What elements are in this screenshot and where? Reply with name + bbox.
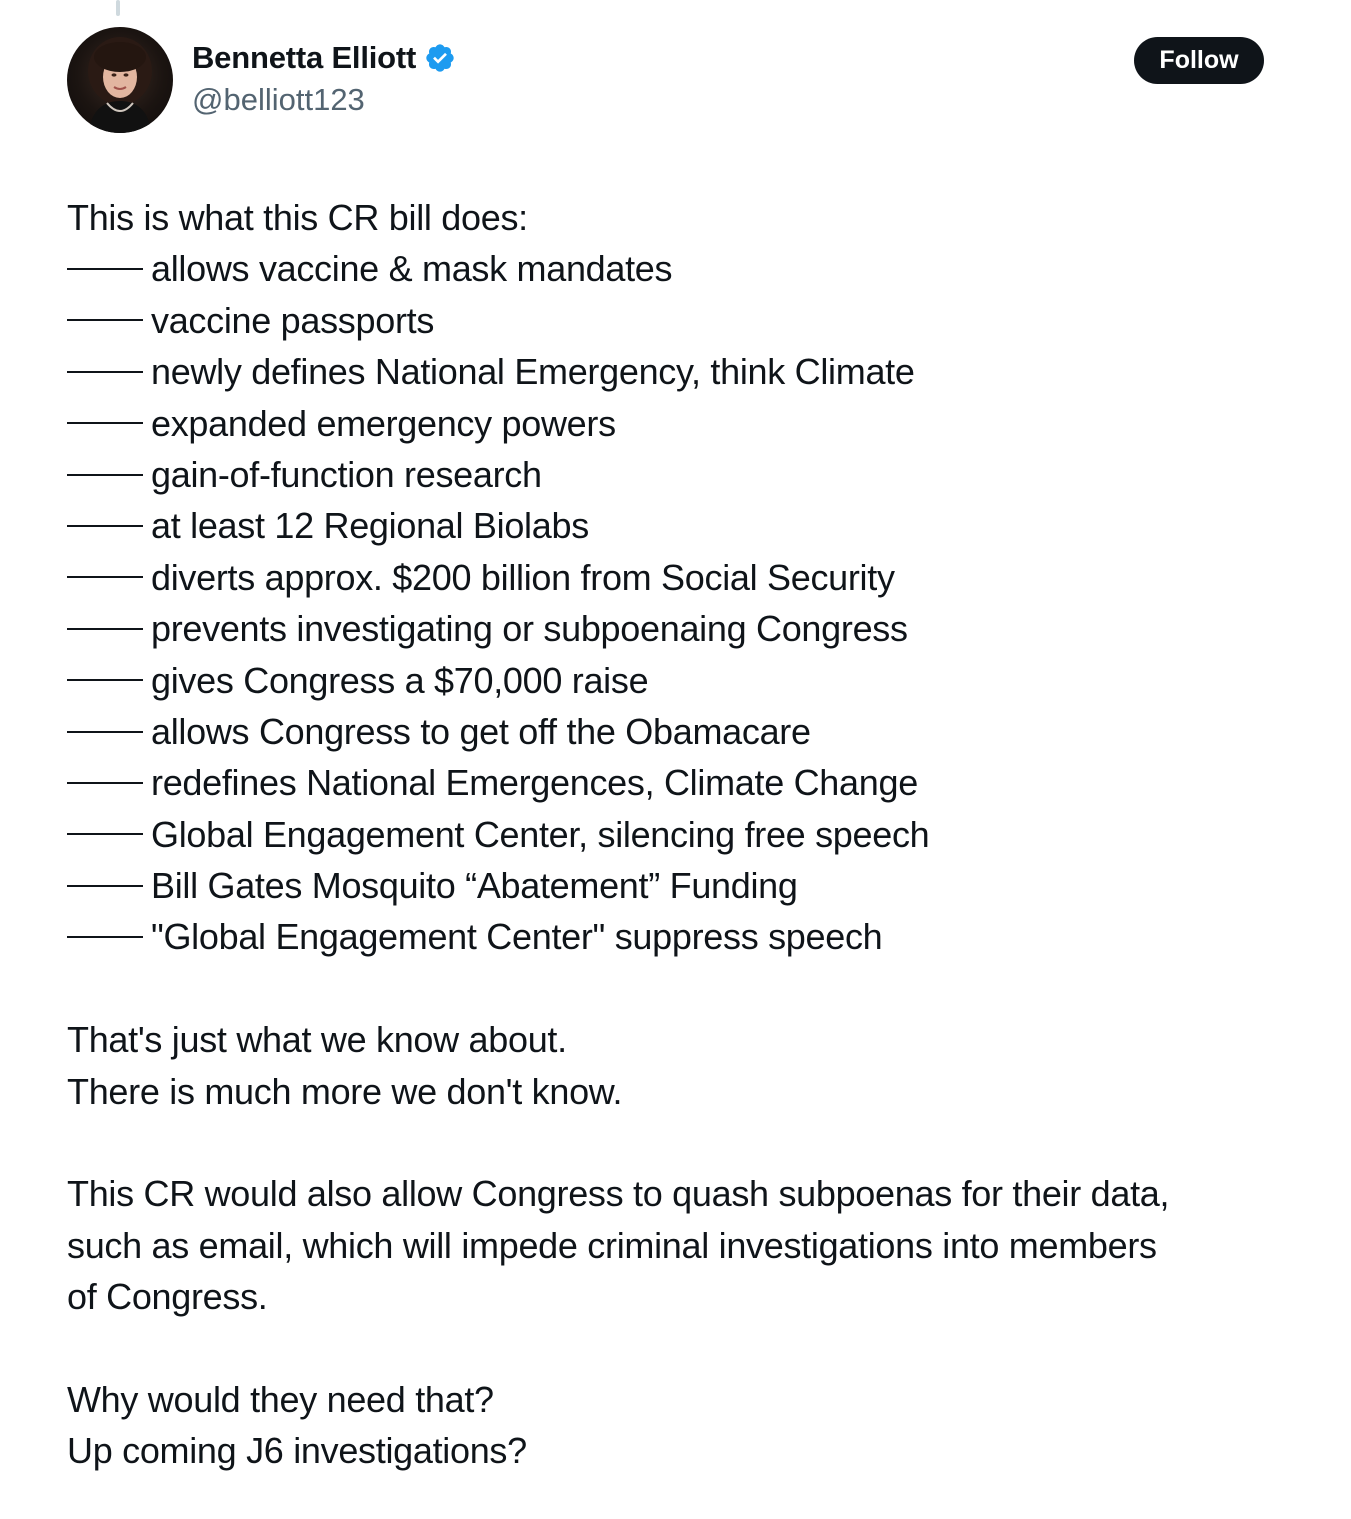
list-item-text: allows Congress to get off the Obamacare [151, 710, 811, 752]
list-item [67, 243, 1307, 294]
list-item-text: expanded emergency powers [151, 402, 616, 444]
paragraph-line: Why would they need that? [67, 1378, 494, 1420]
tweet-text [67, 192, 1307, 1477]
list-item-text: redefines National Emergences, Climate Change [151, 762, 918, 804]
list-item [67, 603, 1307, 654]
list-item-text: gives Congress a $70,000 raise [151, 659, 649, 701]
list-item [67, 398, 1307, 449]
paragraph-gap [67, 963, 1307, 1014]
dash-divider [67, 474, 143, 476]
list-item [67, 655, 1307, 706]
paragraph-gap [67, 1117, 1307, 1168]
dash-divider [67, 268, 143, 270]
tweet-intro: This is what this CR bill does: [67, 197, 528, 238]
dash-divider [67, 525, 143, 527]
list-item [67, 809, 1307, 860]
dash-divider [67, 371, 143, 373]
dash-divider [67, 319, 143, 321]
author-name-row [192, 40, 456, 76]
list-item-text: "Global Engagement Center" suppress speech [151, 916, 883, 958]
list-item-text: at least 12 Regional Biolabs [151, 505, 589, 547]
dash-divider [67, 576, 143, 578]
list-item [67, 449, 1307, 500]
verified-badge-icon[interactable] [424, 42, 456, 74]
dash-divider [67, 628, 143, 630]
list-item-text: prevents investigating or subpoenaing Congress [151, 608, 908, 650]
paragraph-line: Up coming J6 investigations? [67, 1430, 527, 1472]
paragraph-line: This CR would also allow Congress to quash subpoenas for their data, [67, 1173, 1170, 1215]
list-item-text: diverts approx. $200 billion from Social Security [151, 556, 895, 598]
dash-divider [67, 782, 143, 784]
paragraph-line: such as email, which will impede criminal investigations into members [67, 1224, 1157, 1266]
list-item [67, 911, 1307, 962]
paragraph-gap [67, 1323, 1307, 1374]
follow-button[interactable]: Follow [1134, 37, 1264, 84]
list-item [67, 500, 1307, 551]
dash-divider [67, 833, 143, 835]
dash-divider [67, 936, 143, 938]
author-handle[interactable]: @belliott123 [192, 82, 365, 117]
avatar[interactable] [67, 27, 173, 133]
paragraph-line: That's just what we know about. [67, 1019, 567, 1061]
thread-connector-line [116, 0, 120, 16]
dash-divider [67, 885, 143, 887]
dash-divider [67, 731, 143, 733]
dash-divider [67, 422, 143, 424]
list-item [67, 346, 1307, 397]
list-item-text: newly defines National Emergency, think Climate [151, 351, 915, 393]
list-item [67, 552, 1307, 603]
list-item [67, 757, 1307, 808]
list-item-text: vaccine passports [151, 299, 435, 341]
dash-divider [67, 679, 143, 681]
list-item-text: allows vaccine & mask mandates [151, 248, 673, 290]
list-item-text: Bill Gates Mosquito “Abatement” Funding [151, 865, 798, 907]
paragraph-line: There is much more we don't know. [67, 1070, 623, 1112]
paragraph-line: of Congress. [67, 1276, 268, 1318]
list-item [67, 860, 1307, 911]
list-item-text: gain-of-function research [151, 453, 542, 495]
avatar-portrait-icon [67, 27, 173, 133]
author-display-name[interactable]: Bennetta Elliott [192, 40, 417, 75]
list-item [67, 706, 1307, 757]
list-item-text: Global Engagement Center, silencing free speech [151, 813, 930, 855]
list-item [67, 295, 1307, 346]
